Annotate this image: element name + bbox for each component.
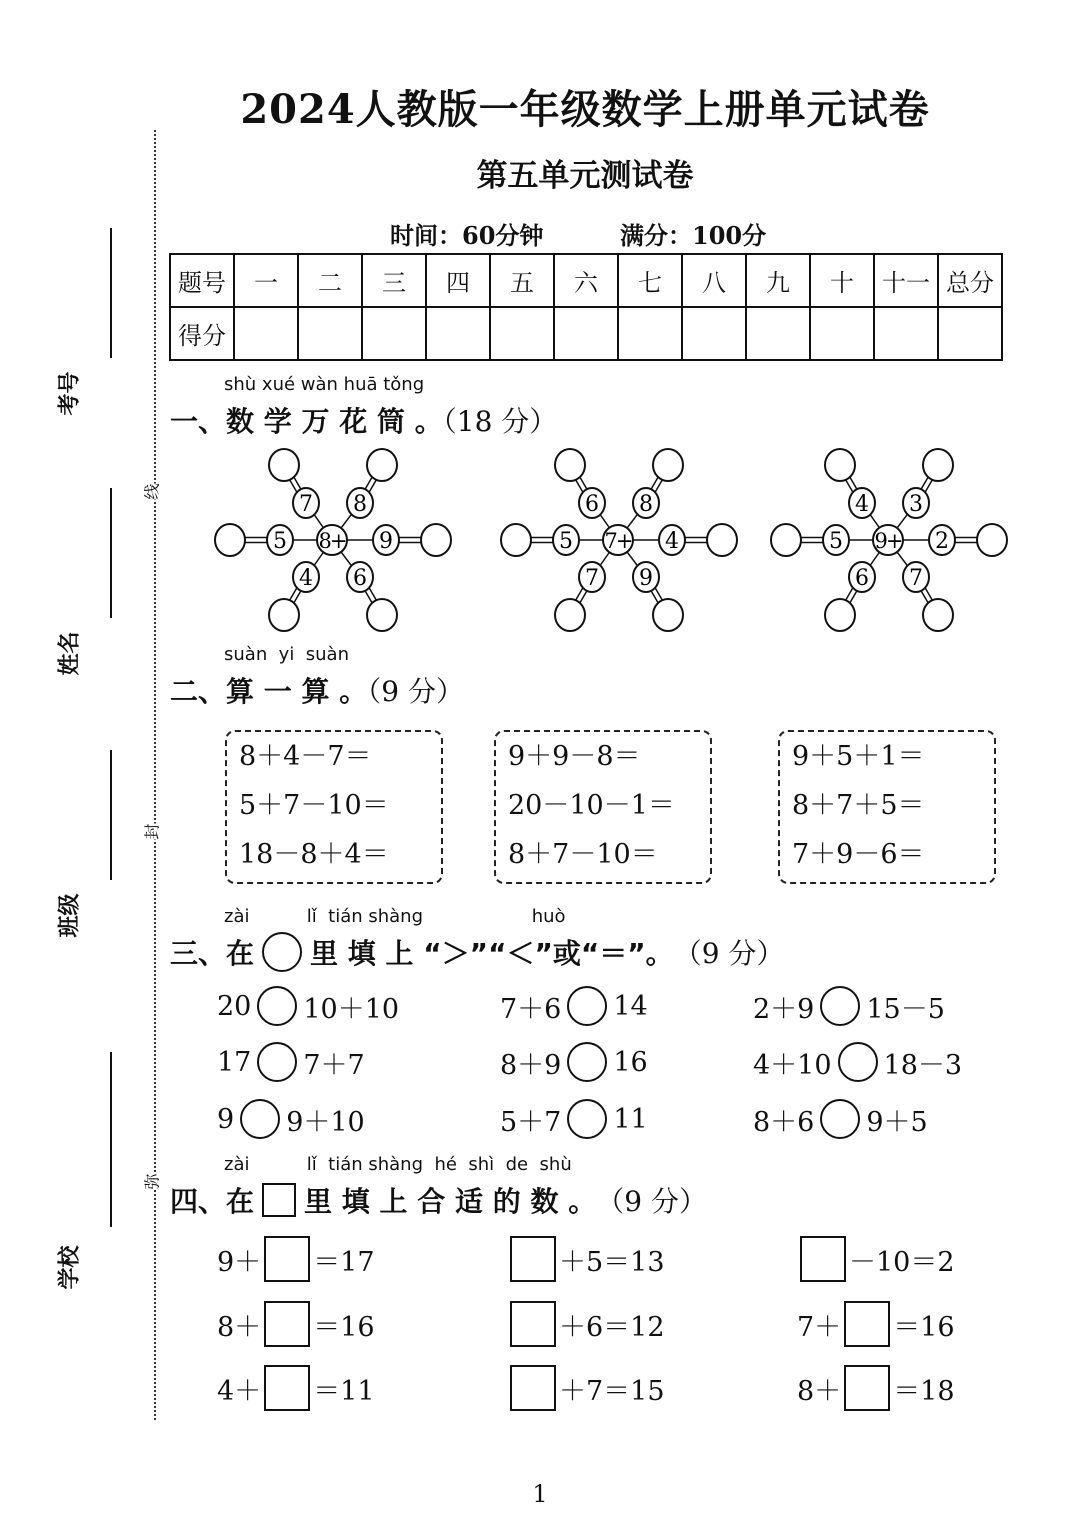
compare-item	[753, 1099, 928, 1139]
answer-circle	[555, 449, 585, 481]
left-expr: 8＋	[217, 1311, 262, 1343]
answer-circle[interactable]	[257, 986, 297, 1026]
left-expr: 20	[217, 990, 252, 1022]
right-expr: －10＝2	[849, 1246, 955, 1278]
table-header-cell: 十一	[874, 254, 938, 307]
answer-circle[interactable]	[567, 1099, 607, 1139]
answer-box[interactable]	[510, 1365, 556, 1411]
answer-circle	[653, 599, 683, 631]
left-expr: 4＋10	[753, 1049, 832, 1081]
answer-circle	[367, 449, 397, 481]
fill-item	[797, 1365, 955, 1411]
section-4-title: 四、在 里 填 上 合 适 的 数 。 （9 分）	[170, 1185, 707, 1218]
petal-number: 7	[585, 566, 599, 591]
answer-circle	[977, 524, 1007, 556]
left-expr: 7＋	[797, 1311, 842, 1343]
petal-number: 5	[829, 529, 843, 554]
petal-number: 4	[665, 529, 679, 554]
petal-number: 9	[639, 566, 653, 591]
petal-number: 2	[935, 529, 949, 554]
pinyin: zài lǐ tián shàng huò	[224, 906, 566, 927]
left-expr: 7＋6	[500, 993, 562, 1025]
right-expr: 9＋5	[866, 1106, 928, 1138]
page-subtitle: 第五单元测试卷	[476, 158, 694, 194]
square-icon	[262, 1183, 296, 1217]
compare-item	[500, 1099, 648, 1139]
answer-circle	[707, 524, 737, 556]
answer-circle	[501, 524, 531, 556]
right-expr: 7＋7	[303, 1049, 365, 1081]
petal-number: 5	[273, 529, 287, 554]
fill-item	[217, 1365, 375, 1411]
right-expr: ＝11	[313, 1375, 375, 1407]
table-header-cell: 三	[362, 254, 426, 307]
full-score: 满分：100分	[620, 221, 767, 250]
left-expr: 9＋	[217, 1246, 262, 1278]
petal-number: 8	[639, 492, 653, 517]
section-1-title: 一、数 学 万 花 筒 。（18 分）	[170, 405, 558, 438]
page-title: 2024人教版一年级数学上册单元试卷	[240, 86, 930, 133]
answer-circle	[825, 449, 855, 481]
fill-item	[507, 1365, 665, 1411]
seal-char: 弥	[140, 1173, 163, 1189]
answer-circle[interactable]	[820, 1099, 860, 1139]
answer-circle	[215, 524, 245, 556]
answer-circle	[653, 449, 683, 481]
section-2-title: 二、算 一 算 。（9 分）	[170, 675, 464, 708]
answer-circle	[771, 524, 801, 556]
answer-circle	[923, 599, 953, 631]
table-row-label: 得分	[170, 307, 234, 360]
answer-box[interactable]	[264, 1236, 310, 1282]
center-label: 8+	[318, 529, 346, 553]
left-expr: 17	[217, 1046, 252, 1078]
table-header-cell: 九	[746, 254, 810, 307]
right-expr: ＝16	[893, 1311, 955, 1343]
page-number: 1	[532, 1480, 548, 1508]
table-header-cell: 四	[426, 254, 490, 307]
table-header-cell: 八	[682, 254, 746, 307]
center-label: 7+	[604, 529, 632, 553]
calc-box	[494, 730, 712, 884]
answer-circle[interactable]	[567, 986, 607, 1026]
fill-item	[507, 1236, 665, 1282]
answer-circle	[367, 599, 397, 631]
left-expr: 9	[217, 1103, 235, 1135]
answer-circle[interactable]	[838, 1042, 878, 1082]
right-expr: 18－3	[883, 1049, 963, 1081]
fill-item	[507, 1301, 665, 1347]
left-expr: 8＋9	[500, 1049, 562, 1081]
right-expr: 9＋10	[286, 1106, 365, 1138]
table-header-cell: 六	[554, 254, 618, 307]
right-expr: ＋6＝12	[559, 1311, 665, 1343]
right-expr: ＋5＝13	[559, 1246, 665, 1278]
pinyin: shù xué wàn huā tǒng	[224, 374, 425, 395]
answer-box[interactable]	[510, 1301, 556, 1347]
pinyin: zài lǐ tián shàng hé shì de shù	[224, 1154, 572, 1175]
answer-box[interactable]	[844, 1365, 890, 1411]
right-expr: ＝18	[893, 1375, 955, 1407]
equation[interactable]: 5＋7－10＝	[239, 790, 389, 821]
answer-box[interactable]	[844, 1301, 890, 1347]
equation[interactable]: 8＋7－10＝	[508, 839, 658, 870]
answer-circle	[421, 524, 451, 556]
answer-circle	[555, 599, 585, 631]
petal-number: 6	[353, 566, 367, 591]
equation[interactable]: 20－10－1＝	[508, 790, 675, 821]
left-expr: 5＋7	[500, 1106, 562, 1138]
left-expr: 4＋	[217, 1375, 262, 1407]
compare-item	[500, 986, 648, 1026]
equation[interactable]: 9＋9－8＝	[508, 741, 641, 772]
right-expr: ＝17	[313, 1246, 375, 1278]
compare-item	[217, 1099, 365, 1139]
answer-box[interactable]	[264, 1365, 310, 1411]
petal-number: 7	[299, 492, 313, 517]
left-expr: 8＋6	[753, 1106, 815, 1138]
left-expr: 8＋	[797, 1375, 842, 1407]
answer-box[interactable]	[264, 1301, 310, 1347]
answer-circle[interactable]	[820, 986, 860, 1026]
fill-item	[797, 1301, 955, 1347]
table-header-cell: 七	[618, 254, 682, 307]
table-header-cell: 总分	[938, 254, 1002, 307]
right-expr: 10＋10	[303, 993, 400, 1025]
right-expr: ＋7＝15	[559, 1375, 665, 1407]
right-expr: 11	[613, 1103, 648, 1135]
answer-circle	[923, 449, 953, 481]
table-header-cell: 一	[234, 254, 298, 307]
seal-char: 线	[140, 483, 163, 499]
equation[interactable]: 9＋5＋1＝	[792, 741, 925, 772]
kaleidoscope-flowers	[0, 0, 1080, 660]
compare-item	[217, 1042, 365, 1082]
equation[interactable]: 7＋9－6＝	[792, 839, 925, 870]
right-expr: 15－5	[866, 993, 945, 1025]
left-expr: 2＋9	[753, 993, 815, 1025]
answer-circle	[269, 599, 299, 631]
answer-box[interactable]	[510, 1236, 556, 1282]
right-expr: 16	[613, 1046, 648, 1078]
petal-number: 3	[909, 492, 923, 517]
pinyin: suàn yi suàn	[224, 644, 349, 665]
answer-box[interactable]	[800, 1236, 846, 1282]
petal-number: 4	[299, 566, 313, 591]
compare-item	[753, 1042, 962, 1082]
answer-circle[interactable]	[257, 1042, 297, 1082]
right-expr: ＝16	[313, 1311, 375, 1343]
petal-number: 6	[585, 492, 599, 517]
petal-number: 4	[855, 492, 869, 517]
answer-circle[interactable]	[567, 1042, 607, 1082]
seal-char: 封	[140, 823, 163, 839]
petal-number: 8	[353, 492, 367, 517]
equation[interactable]: 18－8＋4＝	[239, 839, 389, 870]
fill-item	[797, 1236, 955, 1282]
compare-item	[753, 986, 945, 1026]
right-expr: 14	[613, 990, 648, 1022]
compare-item	[217, 986, 399, 1026]
exam-time: 时间：60分钟	[390, 221, 544, 250]
table-header-cell: 十	[810, 254, 874, 307]
fill-item	[217, 1301, 375, 1347]
petal-number: 6	[855, 566, 869, 591]
equation[interactable]: 8＋4－7＝	[239, 741, 372, 772]
calc-box	[778, 730, 996, 884]
center-label: 9+	[874, 529, 902, 553]
answer-circle	[825, 599, 855, 631]
worksheet-page: 2024人教版一年级数学上册单元试卷 第五单元测试卷 时间：60分钟 满分：100分 题号 一 二 三 四 五 六 七 八 九 十 十一 总分 得分 线 封 弥 考号 姓名 班级 学校 shù xué wàn huā tǒng 一、数 学 万 花 筒 。（18 分） 7 8 5 9 4 6 8+ 6 8 5 4 7 9 7+ 4 3 5 2 6 7 9+ suàn yi suàn 二、算 一 算 。（9 分） 8＋4－7＝ 5＋7－10＝ 18－8＋4＝ 9＋9－8＝ 20－10－1＝ 8＋7－10＝ 9＋5＋1＝ 8＋7＋5＝ 7＋9－6＝ zài lǐ tián shàng huò 三、在 里 填 上 “＞”“＜”或“＝”。 （9 分） 20 10＋10 7＋6 14 2＋9 15－5 17 7＋7 8＋9 16 4＋10 18－3 9 9＋10 5＋7 11 8＋6 9＋5 zài lǐ tián shàng hé shì de shù 四、在 里 填 上 合 适 的 数 。 （9 分） 9＋ ＝17 ＋5＝13 －10＝2 8＋ ＝16 ＋6＝12 7＋ ＝16 4＋ ＝11 ＋7＝15 8＋ ＝18 1	[0, 0, 1080, 1527]
table-header-cell: 五	[490, 254, 554, 307]
table-header-cell: 二	[298, 254, 362, 307]
equation[interactable]: 8＋7＋5＝	[792, 790, 925, 821]
petal-number: 7	[909, 566, 923, 591]
compare-item	[500, 1042, 648, 1082]
calc-box	[225, 730, 443, 884]
answer-circle[interactable]	[240, 1099, 280, 1139]
circle-icon	[262, 932, 302, 972]
petal-number: 5	[559, 529, 573, 554]
petal-number: 9	[379, 529, 393, 554]
table-header-cell: 题号	[170, 254, 234, 307]
fill-item	[217, 1236, 375, 1282]
answer-circle	[269, 449, 299, 481]
section-3-title: 三、在 里 填 上 “＞”“＜”或“＝”。 （9 分）	[170, 932, 784, 972]
